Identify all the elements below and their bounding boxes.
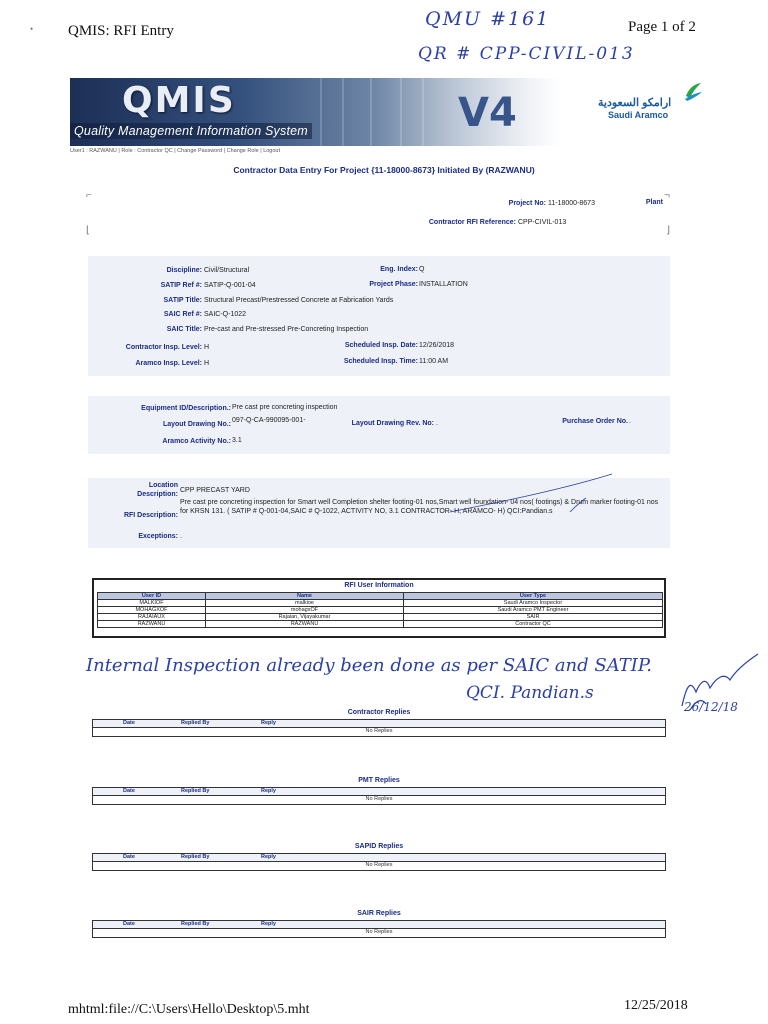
reply-header-row <box>92 719 666 728</box>
cell: MALKIOF <box>98 600 206 607</box>
banner-background <box>70 78 450 146</box>
cell: malkioe <box>206 600 404 607</box>
equipment-value: Pre cast pre concreting inspection <box>232 404 338 411</box>
handwritten-signature-date: 26/12/18 <box>684 700 738 714</box>
equipment-panel <box>88 396 670 454</box>
scheduled-date-value: 12/26/2018 <box>419 342 455 349</box>
discipline-label: Discipline: <box>166 267 202 274</box>
reply-section-title: SAIR Replies <box>357 910 401 917</box>
rfi-reference-label: Contractor RFI Reference: <box>428 219 516 226</box>
project-phase-value: INSTALLATION <box>419 281 468 288</box>
cell: RAJAIAUX <box>98 614 206 621</box>
saic-ref-label: SAIC Ref #: <box>163 311 202 318</box>
pmt-replies-section <box>92 777 666 811</box>
project-phase-label: Project Phase: <box>369 281 418 288</box>
aramco-level-value: H <box>204 360 210 367</box>
scheduled-time-value: 11:00 AM <box>419 358 449 365</box>
col-user-type: User Type <box>404 593 663 600</box>
user-bar[interactable]: User1 : RAZWANU | Role : Contractor QC | Change Password | Change Role | Logout <box>70 148 281 154</box>
reply-col-date: Date <box>123 854 135 860</box>
satip-ref-value: SATIP-Q-001-04 <box>204 282 256 289</box>
reply-col-replied-by: Replied By <box>181 788 210 794</box>
version-label: V4 <box>458 90 517 136</box>
aramco-level-label: Aramco Insp. Level: <box>135 360 202 367</box>
reply-col-reply: Reply <box>261 921 276 927</box>
reply-col-date: Date <box>123 788 135 794</box>
reply-empty-text: No Replies <box>92 862 666 871</box>
reply-empty-text: No Replies <box>92 929 666 938</box>
handwritten-note-line1: Internal Inspection already been done as per SAIC and SATIP. <box>86 655 653 676</box>
layout-rev-label: Layout Drawing Rev. No: <box>351 420 434 427</box>
col-user-id: User ID <box>98 593 206 600</box>
reply-col-replied-by: Replied By <box>181 854 210 860</box>
exceptions-value: . <box>180 533 182 540</box>
contractor-level-label: Contractor Insp. Level: <box>125 344 202 351</box>
handwritten-qmu-number: QMU #161 <box>425 8 551 30</box>
cell: Saudi Aramco Inspector <box>404 600 663 607</box>
reply-section-title: SAPID Replies <box>354 843 404 850</box>
cell: Rajaian, Vijayakumar <box>206 614 404 621</box>
rfi-reference-value: CPP-CIVIL-013 <box>518 219 567 226</box>
rfi-user-info-box <box>92 578 666 638</box>
page-title: QMIS: RFI Entry <box>68 23 174 39</box>
footer-date: 12/25/2018 <box>624 998 688 1013</box>
rfi-user-table <box>97 592 663 628</box>
reply-empty-text: No Replies <box>92 728 666 737</box>
table-row <box>98 614 663 621</box>
layout-drawing-value: 097-Q-CA-990095-001- <box>232 417 306 424</box>
aramco-arabic-name: ارامكو السعودية <box>598 97 672 109</box>
qmis-subtitle: Quality Management Information System <box>70 123 312 139</box>
reply-col-reply: Reply <box>261 854 276 860</box>
cell: Contractor QC <box>404 621 663 628</box>
reply-col-replied-by: Replied By <box>181 720 210 726</box>
table-row <box>98 621 663 628</box>
satip-title-value: Structural Precast/Prestressed Concrete at Fabrication Yards <box>204 297 394 304</box>
project-header-line: Contractor Data Entry For Project {11-18000-8673} Initiated By (RAZWANU) <box>233 165 535 175</box>
activity-value: 3.1 <box>232 437 242 444</box>
exceptions-label: Exceptions: <box>138 533 178 540</box>
reply-header-row <box>92 920 666 929</box>
qmis-banner <box>70 78 700 146</box>
location-value: CPP PRECAST YARD <box>180 487 250 494</box>
handwritten-note-line2: QCI. Pandian.s <box>466 683 594 703</box>
layout-rev-value: . <box>436 420 438 427</box>
reply-col-reply: Reply <box>261 720 276 726</box>
eng-index-value: Q <box>419 266 425 273</box>
contractor-replies-section <box>92 709 666 743</box>
col-name: Name <box>206 593 404 600</box>
reply-header-row <box>92 853 666 862</box>
handwritten-qr-number: QR # CPP-CIVIL-013 <box>418 44 635 64</box>
cell: MOHAGXOF <box>98 607 206 614</box>
cell: SAIR <box>404 614 663 621</box>
location-label-line1: Location <box>148 482 178 489</box>
bullet-mark: • <box>30 24 34 34</box>
page-number: Page 1 of 2 <box>628 19 696 35</box>
eng-index-label: Eng. Index: <box>380 266 418 273</box>
scheduled-date-label: Scheduled Insp. Date: <box>344 342 418 349</box>
scheduled-time-label: Scheduled Insp. Time: <box>343 358 418 365</box>
qmis-logo: QMIS <box>122 80 236 121</box>
reply-empty-text: No Replies <box>92 796 666 805</box>
reply-section-title: Contractor Replies <box>347 709 411 716</box>
reply-header-row <box>92 787 666 796</box>
table-row <box>98 600 663 607</box>
details-panel <box>88 256 670 376</box>
reply-col-reply: Reply <box>261 788 276 794</box>
rfi-description-value: Pre cast pre concreting inspection for Smart well Completion shelter footing-01 nos,Smart well foundation- 04 nos( footings) & Drum marker footing-01 nos for KRSN 131. ( SATIP # Q-001-04,SAIC # Q-1022, ACTIVITY NO, 3.1 CONTRACTOR- H, ARAMCO- H) QCI:Pandian.s <box>180 499 659 515</box>
reply-col-date: Date <box>123 921 135 927</box>
cell: RAZWANU <box>98 621 206 628</box>
satip-ref-label: SATIP Ref #: <box>160 282 202 289</box>
project-no-label: Project No: <box>508 200 546 207</box>
location-label-line2: Description: <box>137 491 178 498</box>
saic-title-value: Pre-cast and Pre-stressed Pre-Concreting Inspection <box>204 326 369 333</box>
project-panel: ⌐ ⌊ ¬ ⌋ Project No: 11-18000-8673 Plant Contractor RFI Reference: CPP-CIVIL-013 <box>86 190 670 236</box>
contractor-level-value: H <box>204 344 210 351</box>
footer-file-path: mhtml:file://C:\Users\Hello\Desktop\5.mht <box>68 1002 310 1017</box>
purchase-order-label: Purchase Order No. <box>562 418 628 425</box>
rfi-user-info-title: RFI User Information <box>344 582 414 589</box>
saic-ref-value: SAIC-Q-1022 <box>204 311 247 318</box>
reply-col-replied-by: Replied By <box>181 921 210 927</box>
discipline-value: Civil/Structural <box>204 267 250 274</box>
cell: RAZWANU <box>206 621 404 628</box>
table-row <box>98 607 663 614</box>
sair-replies-section <box>92 910 666 944</box>
sapid-replies-section <box>92 843 666 877</box>
satip-title-label: SATIP Title: <box>163 297 202 304</box>
layout-drawing-label: Layout Drawing No.: <box>162 421 231 428</box>
activity-label: Aramco Activity No.: <box>162 438 231 445</box>
project-no-value: 11-18000-8673 <box>548 200 595 207</box>
cell: mohagxOF <box>206 607 404 614</box>
saic-title-label: SAIC Title: <box>166 326 202 333</box>
aramco-logo-icon <box>682 80 704 102</box>
aramco-english-name: Saudi Aramco <box>608 110 669 120</box>
reply-col-date: Date <box>123 720 135 726</box>
purchase-order-value: . <box>629 418 631 425</box>
rfi-description-label: RFI Description: <box>123 512 178 519</box>
handwritten-strike-marks <box>440 470 620 520</box>
reply-section-title: PMT Replies <box>358 777 400 784</box>
equipment-label: Equipment ID/Description.: <box>141 405 231 412</box>
cell: Saudi Aramco PMT Engineer <box>404 607 663 614</box>
plant-label: Plant <box>645 199 663 206</box>
